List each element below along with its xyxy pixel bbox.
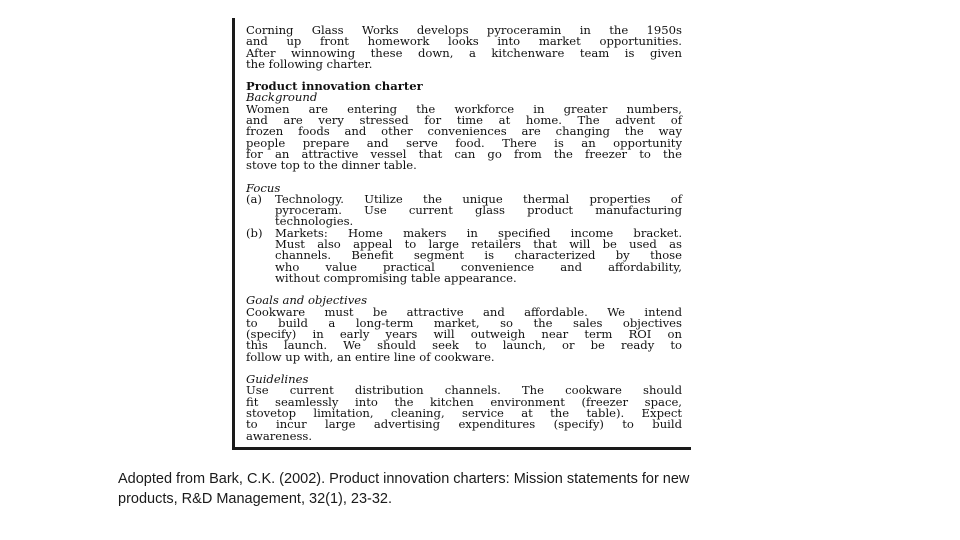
text-line: After winnowing these down, a kitchenware team is given [246,45,682,60]
text-line: Technology. Utilize the unique thermal properties of [275,191,682,206]
text-line: for an attractive vessel that can go from the freezer to the [246,146,682,161]
text-line: who value practical convenience and affordability, [275,259,682,274]
text-line: people prepare and serve food. There is an opportunity [246,135,682,150]
text-line: technologies. [275,214,354,229]
text-line: stovetop limitation, cleaning, service at the table). Expect [246,405,682,420]
text-line: Must also appeal to large retailers that will be used as [275,237,682,252]
background-heading: Background [246,90,318,105]
text-line: stove top to the dinner table. [246,158,417,173]
text-line: and are very stressed for time at home. The advent of [246,113,682,128]
focus-heading: Focus [246,180,281,195]
text-line: Cookware must be attractive and affordable. We intend [246,304,682,319]
item-label: (b) [246,225,263,240]
scanned-charter-page [232,18,691,450]
text-line: Markets: Home makers in specified income bracket. [275,225,682,240]
text-line: to build a long-term market, so the sales objectives [246,315,682,330]
caption-line: Adopted from Bark, C.K. (2002). Product innovation charters: Mission statements for new [118,471,690,487]
text-line: Corning Glass Works develops pyroceramin in the 1950s [246,23,682,37]
text-line: this launch. We should seek to launch, or be ready to [246,338,682,353]
text-line: frozen foods and other conveniences are changing the way [246,124,682,139]
source-caption [118,469,818,509]
text-line: to incur large advertising expenditures (specify) to build [246,417,682,432]
text-line: channels. Benefit segment is characterized by those [275,248,682,263]
text-line: pyroceram. Use current glass product manufacturing [275,203,682,218]
text-line: (specify) in early years will outweigh near term ROI on [246,327,682,342]
guidelines-heading: Guidelines [246,372,309,387]
text-line: fit seamlessly into the kitchen environment (freezer space, [246,394,682,409]
focus-item-technology [246,191,682,229]
item-label: (a) [246,191,262,206]
charter-title: Product innovation charter [246,79,423,94]
focus-item-markets [246,225,682,285]
intro-paragraph [246,25,682,70]
background-paragraph [246,101,682,173]
text-line: without compromising table appearance. [275,270,517,285]
text-line: awareness. [246,428,313,443]
goals-paragraph [246,304,682,364]
text-line: Women are entering the workforce in greater numbers, [246,101,682,116]
text-line: and up front homework looks into market opportunities. [246,34,682,49]
text-line: Use current distribution channels. The cookware should [246,383,682,398]
text-line: follow up with, an entire line of cookware. [246,349,495,364]
text-line: the following charter. [246,56,373,71]
goals-heading: Goals and objectives [246,293,368,308]
caption-line: products, R&D Management, 32(1), 23-32. [118,491,393,507]
guidelines-paragraph [246,385,682,441]
